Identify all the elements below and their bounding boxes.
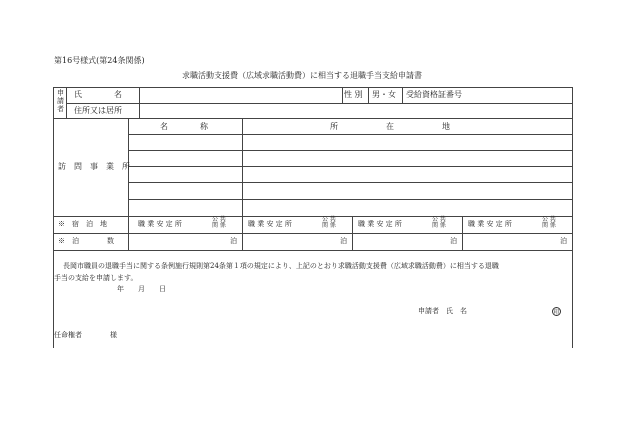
cert-number-field[interactable] xyxy=(472,88,572,103)
night-unit-3: 泊 xyxy=(450,237,457,245)
applicant-vertical-label: 申 請 者 xyxy=(57,89,64,114)
office-label-2: 職 業 安 定 所 xyxy=(248,220,292,228)
public-label-3: 公 共 関 係 xyxy=(432,216,446,230)
gender-label: 性 別 xyxy=(344,90,363,99)
declaration-text-line1: 長岡市職員の退職手当に関する条例施行規則第24条第１項の規定により、上記のとおり求職活動支援費（広域求職活動費）に相当する退職 xyxy=(63,262,499,270)
date-line[interactable]: 年 月 日 xyxy=(117,285,166,293)
office-name-fields[interactable] xyxy=(129,135,242,199)
office-label-1: 職 業 安 定 所 xyxy=(138,220,182,228)
office-location-fields[interactable] xyxy=(243,135,572,199)
public-label-1: 公 共 関 係 xyxy=(212,216,226,230)
signature-label: 申請者 氏 名 xyxy=(418,307,467,315)
night-unit-2: 泊 xyxy=(340,237,347,245)
public-label-4: 公 共 関 係 xyxy=(542,216,556,230)
address-field[interactable] xyxy=(140,104,572,118)
addressee: 任命権者 様 xyxy=(54,331,117,339)
office-location-column-header: 所 在 地 xyxy=(330,122,450,131)
visit-office-label: 訪 問 事 業 所 xyxy=(58,162,130,171)
nights-label: ※ 泊 数 xyxy=(58,237,114,245)
office-label-3: 職 業 安 定 所 xyxy=(358,220,402,228)
address-label: 住所又は居所 xyxy=(74,106,122,115)
cert-number-label: 受給資格証番号 xyxy=(406,90,462,99)
night-unit-1: 泊 xyxy=(230,237,237,245)
night-unit-4: 泊 xyxy=(560,237,567,245)
document-title: 求職活動支援費（広域求職活動費）に相当する退職手当支給申請書 xyxy=(182,71,422,80)
lodging-place-label: ※ 宿 泊 地 xyxy=(58,220,107,228)
office-name-column-header: 名 称 xyxy=(160,122,208,131)
declaration-text-line2: 手当の支給を申請します。 xyxy=(54,274,138,282)
public-label-2: 公 共 関 係 xyxy=(322,216,336,230)
form-number: 第16号様式(第24条関係) xyxy=(54,56,145,65)
name-label: 氏 名 xyxy=(74,90,122,99)
seal-mark-icon: 印 xyxy=(553,309,560,316)
office-label-4: 職 業 安 定 所 xyxy=(468,220,512,228)
name-field[interactable] xyxy=(140,88,342,103)
gender-options[interactable]: 男・女 xyxy=(372,90,396,99)
